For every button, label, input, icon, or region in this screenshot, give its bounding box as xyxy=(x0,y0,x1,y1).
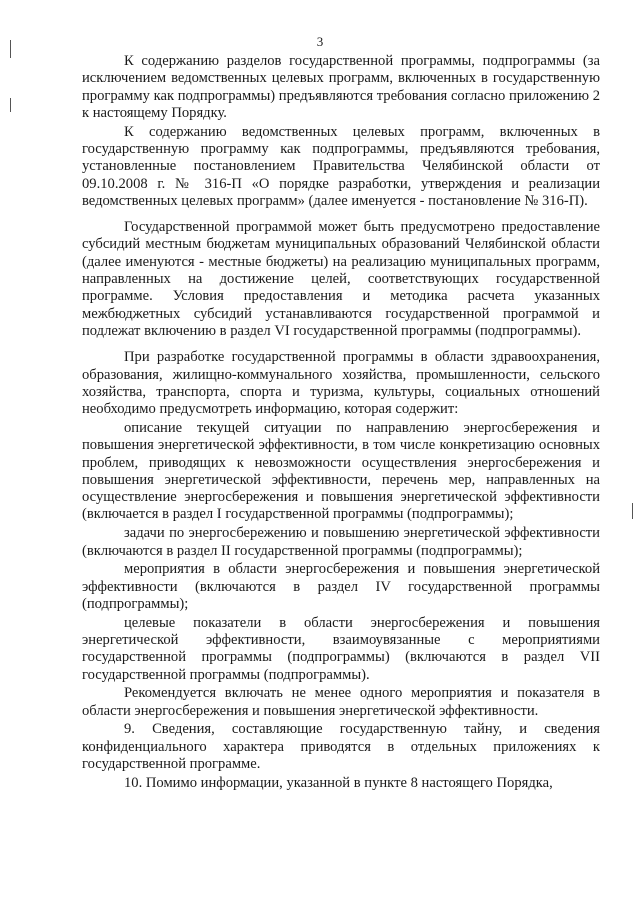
scan-margin-mark xyxy=(10,98,11,112)
paragraph-energy-info-intro: При разработке государственной программы в области здравоохранения, образования, жилищно-коммунального хозяйства, промышленности, сельского хозяйства, транспорта, спорта и туризма, культуры, социальных отношений необходимо предусмотреть информацию, которая содержит: xyxy=(82,349,600,418)
paragraph-10-additional-info: 10. Помимо информации, указанной в пункте 8 настоящего Порядка, xyxy=(124,774,553,791)
list-item-current-situation: описание текущей ситуации по направлению энергосбережения и повышения энергетической эффективности, в том числе конкретизацию основных проблем, приводящих к невозможности осуществления энергосбережения и повышения энергетической эффективности, перечень мер, направленных на осуществление энергосбережения и повышения энергетической эффективности (включается в раздел I государственной программы (подпрограммы); xyxy=(82,419,600,523)
list-item-target-indicators: целевые показатели в области энергосбережения и повышения энергетической эффективности, взаимоувязанные с мероприятиями государственной программы (подпрограммы) (включаются в раздел VII государственной программы (подпрограммы). xyxy=(82,614,600,683)
paragraph-subsidies: Государственной программой может быть предусмотрено предоставление субсидий местным бюджетам муниципальных образований Челябинской области (далее именуются - местные бюджеты) на реализацию муниципальных программ, направленных на достижение целей, соответствующих государственной программе. Условия предоставления и методика расчета указанных межбюджетных субсидий устанавливаются государственной программой и подлежат включению в раздел VI государственной программы (подпрограммы). xyxy=(82,219,600,339)
document-body xyxy=(82,53,600,792)
page-number: 3 xyxy=(316,34,324,49)
paragraph-recommendation: Рекомендуется включать не менее одного мероприятия и показателя в области энергосбережения и повышения энергетической эффективности. xyxy=(82,685,600,719)
list-item-tasks: задачи по энергосбережению и повышению энергетической эффективности (включаются в раздел II государственной программы (подпрограммы); xyxy=(82,525,600,559)
scan-margin-mark xyxy=(632,503,633,519)
paragraph-departmental-programs: К содержанию ведомственных целевых программ, включенных в государственную программу как подпрограммы, предъявляются требования, установленные постановлением Правительства Челябинской области от 09.10.2008 г. № 316-П «О порядке разработки, утверждения и реализации ведомственных целевых программ» (далее именуется - постановление № 316-П). xyxy=(82,123,600,209)
paragraph-section-requirements: К содержанию разделов государственной программы, подпрограммы (за исключением ведомственных целевых программ, включенных в государственную программу как подпрограммы) предъявляются требования согласно приложению 2 к настоящему Порядку. xyxy=(82,53,600,121)
list-item-measures: мероприятия в области энергосбережения и повышения энергетической эффективности (включаются в раздел IV государственной программы (подпрограммы); xyxy=(82,561,600,612)
paragraph-9-state-secret: 9. Сведения, составляющие государственную тайну, и сведения конфиденциального характера приводятся в отдельных приложениях к государственной программе. xyxy=(82,721,600,773)
